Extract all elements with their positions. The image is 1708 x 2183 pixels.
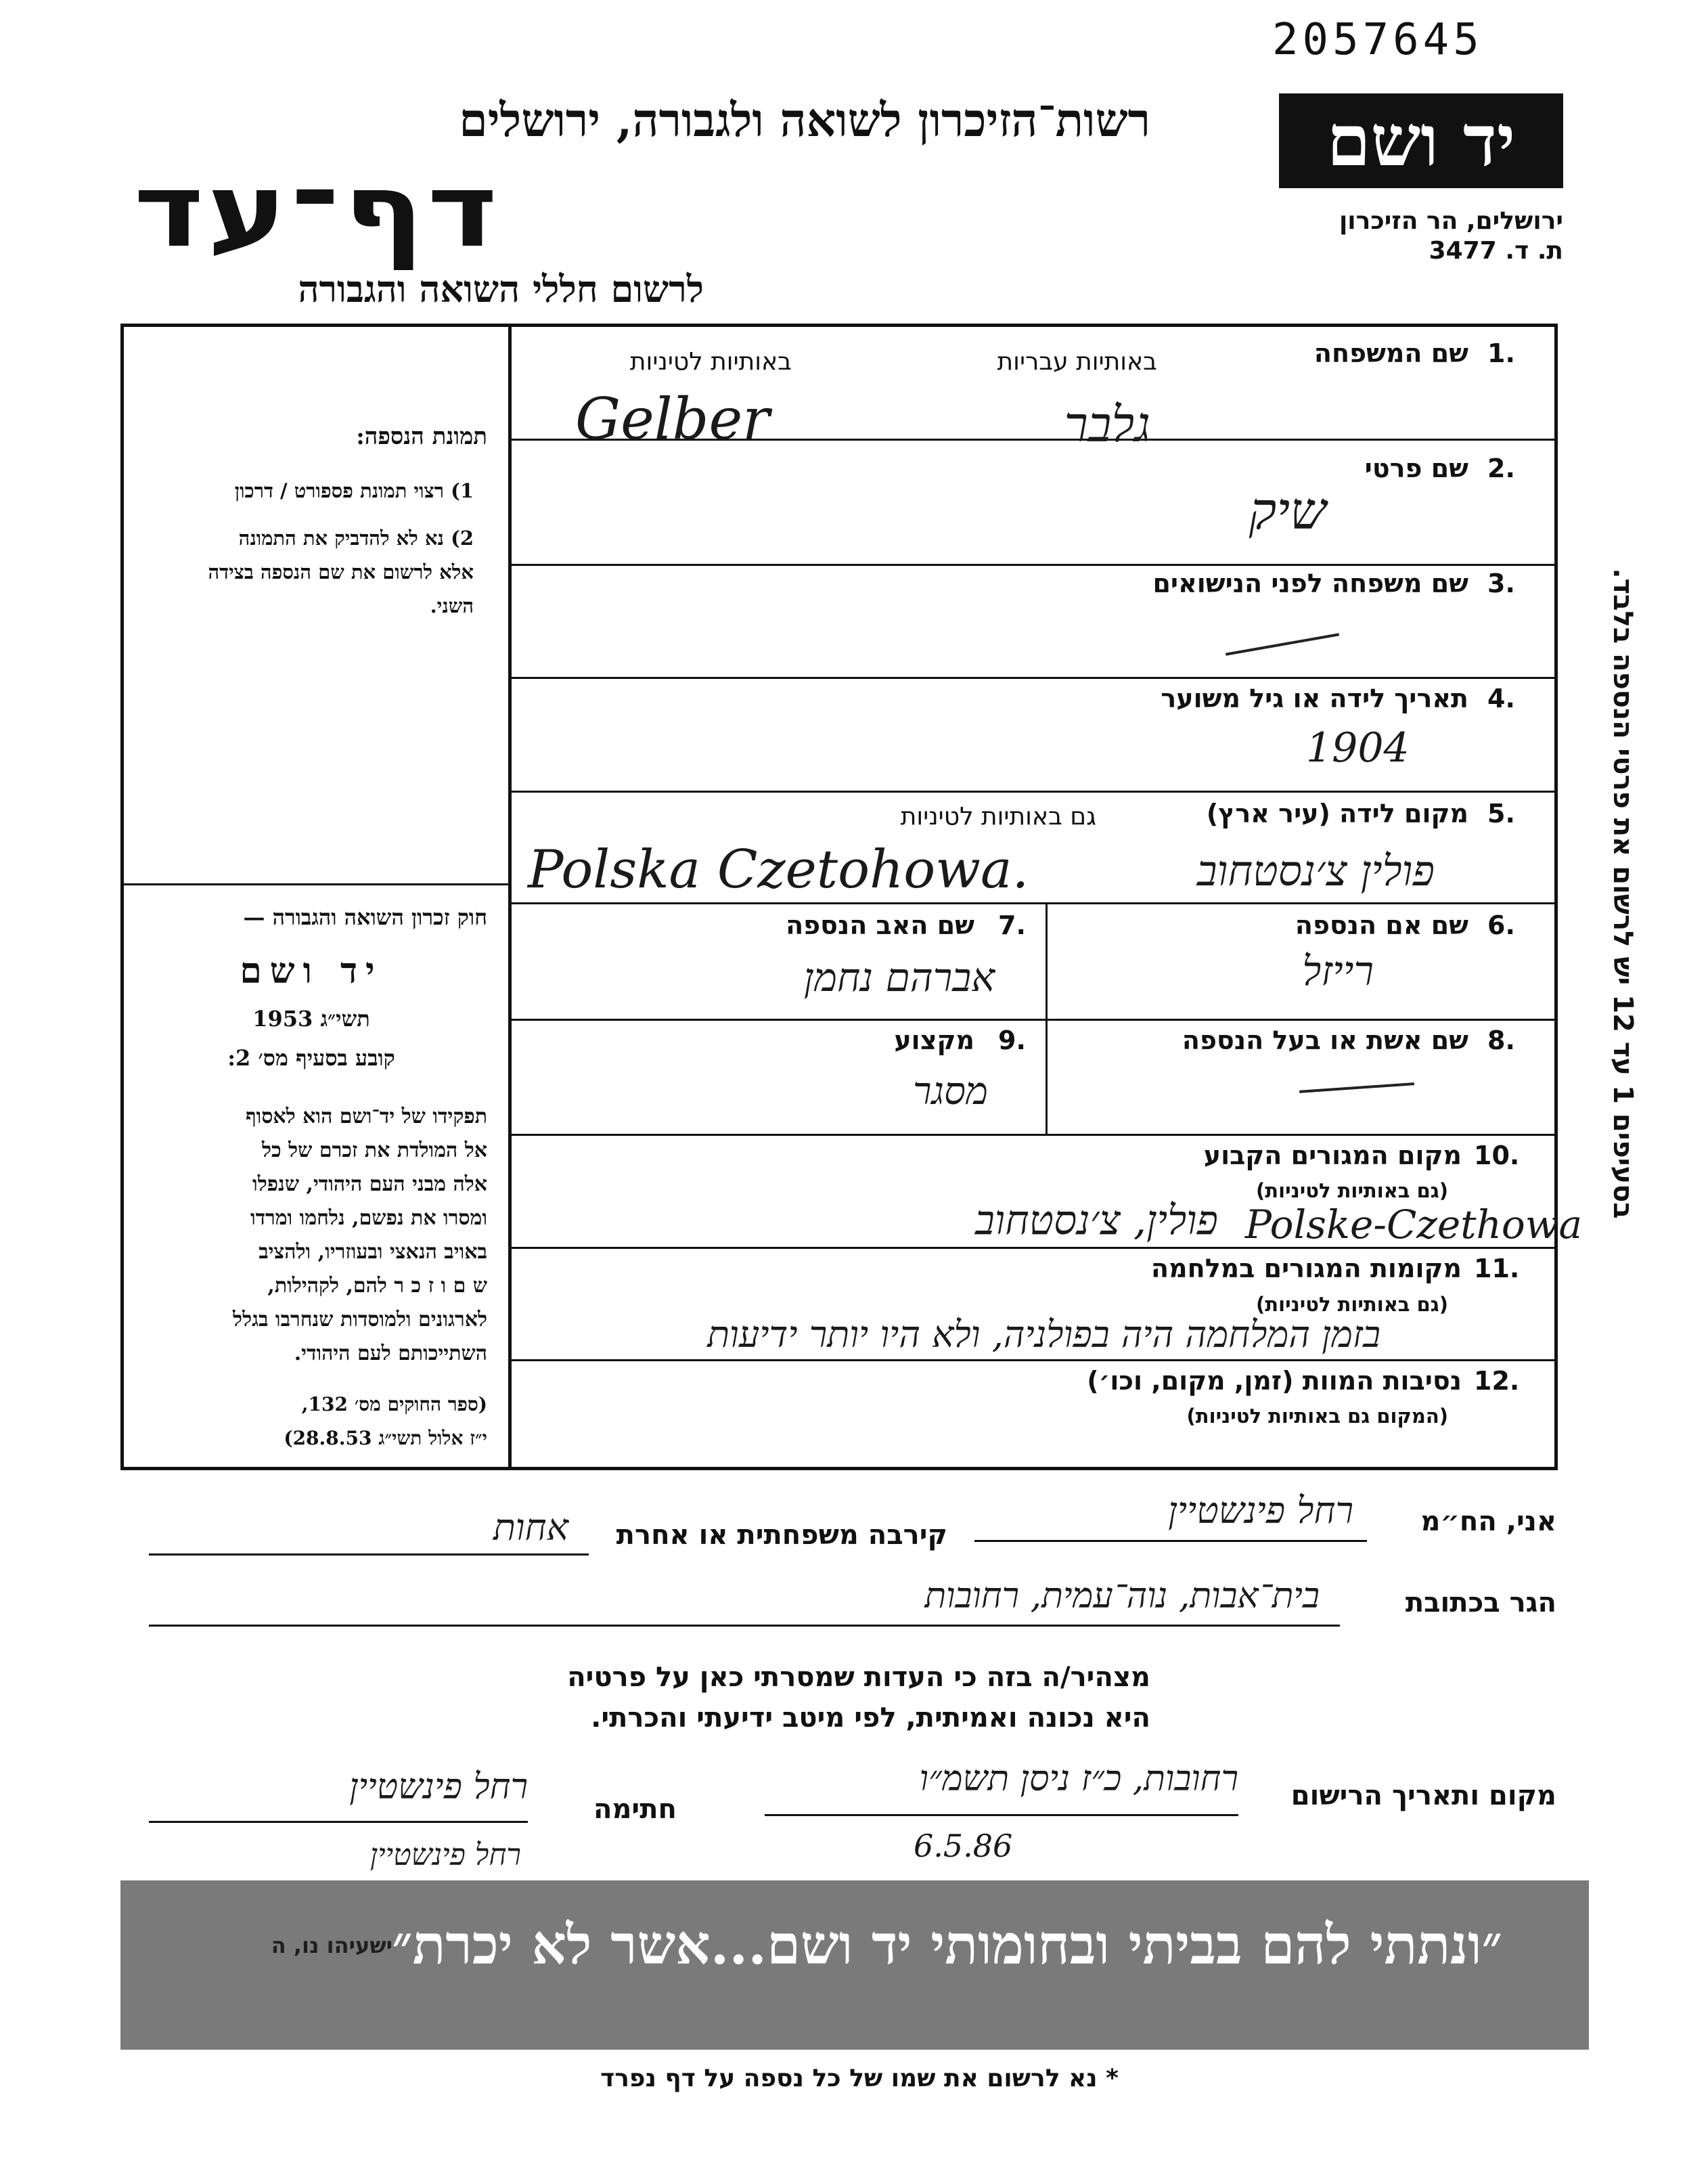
declarant-label: אני, הח״מ	[1420, 1506, 1556, 1537]
field-1-sub-hebrew: באותיות עבריות	[997, 348, 1157, 376]
law-text-line: אלה מבני העם היהודי, שנפלו	[252, 1172, 487, 1196]
page-subtitle: לרשום חללי השואה והגבורה	[298, 267, 704, 311]
address-label: הגר בכתובת	[1405, 1587, 1556, 1618]
photo-note-item-1: 1) רצוי תמונת פספורט / דרכון	[234, 479, 474, 502]
declarant-value: רחל פינשטיין	[1168, 1489, 1353, 1532]
place-date-value: רחובות, כ״ז ניסן תשמ״ו	[919, 1759, 1238, 1799]
law-year: תשי״ג 1953	[252, 1006, 370, 1032]
field-6-value: רייזל	[1302, 948, 1374, 995]
authority-title: רשות־הזיכרון לשואה ולגבורה, ירושלים	[459, 93, 1150, 148]
field-10-label: מקום המגורים הקבוע	[1203, 1141, 1462, 1170]
registration-date-numeric: 6.5.86	[914, 1828, 1013, 1864]
field-12-label: נסיבות המוות (זמן, מקום, וכו׳)	[1087, 1366, 1462, 1396]
field-7-label: שם האב הנספה	[786, 910, 974, 940]
photo-note-item-2-line-1: 2) נא לא להדביק את התמונה	[238, 527, 474, 550]
field-12-number: 12.	[1474, 1366, 1520, 1396]
field-8-label: שם אשת או בעל הנספה	[1182, 1026, 1468, 1055]
field-6-number: 6.	[1487, 910, 1515, 940]
field-7-number: 7.	[998, 910, 1026, 940]
photo-note-item-2-line-2: אלא לרשום את שם הנספה בצידה	[208, 560, 474, 583]
law-text-line: תפקידו של יד־ושם הוא לאסוף	[246, 1105, 487, 1128]
place-date-label: מקום ותאריך הרישום	[1290, 1780, 1556, 1811]
signature-value: רחל פינשטיין	[349, 1767, 528, 1807]
field-11-hint: (גם באותיות לטיניות)	[1256, 1293, 1448, 1316]
field-10-number: 10.	[1474, 1141, 1520, 1170]
law-section: קובע בסעיף מס׳ 2:	[227, 1045, 395, 1071]
place-date-line	[765, 1814, 1238, 1816]
field-6-label: שם אם הנספה	[1295, 910, 1468, 940]
field-5-sub-latin: גם באותיות לטיניות	[900, 803, 1096, 831]
field-5-value-hebrew: פולין צ׳נסטחוב	[1196, 846, 1435, 896]
field-3-label: שם משפחה לפני הנישואים	[1152, 569, 1468, 598]
row-divider	[512, 791, 1558, 793]
field-11-number: 11.	[1474, 1254, 1520, 1283]
field-10-hint: (גם באותיות לטיניות)	[1256, 1179, 1448, 1202]
banner-source: ישעיהו נו, ה	[271, 1933, 392, 1958]
law-title: חוק זכרון השואה והגבורה —	[243, 904, 487, 930]
signature-label: חתימה	[593, 1794, 677, 1825]
field-12-hint: (המקום גם באותיות לטיניות)	[1186, 1405, 1448, 1428]
field-3-number: 3.	[1487, 569, 1515, 598]
yad-vashem-logo: יד ושם	[1279, 93, 1563, 188]
law-source-1: (ספר החוקים מס׳ 132,	[301, 1393, 487, 1415]
logo-address	[1245, 206, 1563, 266]
field-1-value-latin: Gelber	[575, 386, 770, 452]
field-5-value-latin: Polska Czetohowa.	[528, 839, 1029, 900]
field-2-number: 2.	[1487, 454, 1515, 483]
law-source-2: י״ז אלול תשי״ג 28.8.53)	[284, 1427, 487, 1449]
field-10-value-hebrew: פולין, צ׳נסטחוב	[975, 1197, 1218, 1244]
banner-quote: ״ונתתי להם בביתי ובחומותי יד ושם...אשר לא יכרת״	[392, 1913, 1502, 1977]
address-line	[149, 1625, 1340, 1627]
field-7-value: אברהם נחמן	[803, 954, 995, 1000]
row-divider	[512, 902, 1558, 904]
address-value: בית־אבות, נוה־עמית, רחובות	[924, 1576, 1320, 1616]
address-line-1: ירושלים, הר הזיכרון	[1339, 207, 1563, 235]
row-divider	[512, 677, 1558, 679]
statement-line-1: מצהיר/ה בזה כי העדות שמסרתי כאן על פרטיה	[567, 1662, 1150, 1693]
field-1-label: שם המשפחה	[1313, 338, 1468, 368]
field-5-number: 5.	[1487, 799, 1515, 829]
law-text-line: ש ם ו ז כ ר להם, לקהילות,	[267, 1274, 487, 1298]
left-column-divider	[120, 883, 512, 885]
law-name: יד ושם	[240, 950, 383, 992]
field-4-number: 4.	[1487, 684, 1515, 713]
field-9-number: 9.	[998, 1026, 1026, 1055]
law-text-line: באויב הנאצי ובעוזריו, ולהציב	[259, 1240, 487, 1264]
address-line-2: ת. ד. 3477	[1429, 237, 1563, 265]
law-text-line: לארגונים ולמוסדות שנחרבו בגלל	[233, 1308, 487, 1331]
row-divider	[512, 1359, 1558, 1361]
field-9-value: מסגר	[912, 1070, 988, 1113]
field-11-value: בזמן המלחמה היה בפולניה, ולא היו יותר ידיעות	[707, 1313, 1380, 1356]
photo-note-heading: תמונת הנספה:	[356, 423, 487, 450]
footnote: * נא לרשום את שמו של כל נספה על דף נפרד	[600, 2065, 1119, 2092]
row-divider	[512, 1134, 1558, 1136]
relation-label: קירבה משפחתית או אחרת	[616, 1520, 947, 1551]
law-text-line: ומסרו את נפשם, נלחמו ומרדו	[250, 1206, 487, 1230]
document-number: 2057645	[1272, 15, 1483, 65]
row-divider	[512, 564, 1558, 566]
declarant-line	[974, 1540, 1367, 1542]
field-1-sub-latin: באותיות לטיניות	[629, 348, 792, 376]
field-1-number: 1.	[1487, 338, 1515, 368]
side-note-text: בסעיפים 1 עד 12 יש לרשום את פרטי הנספה בלבד.	[1607, 568, 1638, 1219]
relation-line	[149, 1553, 589, 1556]
split-divider	[1046, 902, 1048, 1134]
field-2-label: שם פרטי	[1364, 454, 1468, 483]
photo-note-item-2-line-3: השני.	[430, 594, 474, 617]
field-1-value-hebrew: גלבר	[1064, 396, 1150, 453]
field-4-label: תאריך לידה או גיל משוער	[1161, 684, 1468, 713]
field-4-value: 1904	[1306, 724, 1410, 772]
relation-value: אחות	[493, 1506, 568, 1549]
field-8-number: 8.	[1487, 1026, 1515, 1055]
statement-line-2: היא נכונה ואמיתית, לפי מיטב ידיעתי והכרתי.	[591, 1702, 1150, 1734]
law-text-line: אל המולדת את זכרם של כל	[261, 1139, 487, 1162]
field-11-label: מקומות המגורים במלחמה	[1150, 1254, 1462, 1283]
field-10-value-latin: Polske-Czethowa	[1245, 1201, 1583, 1248]
law-text-line: השתייכותם לעם היהודי.	[294, 1342, 487, 1365]
field-5-label: מקום לידה (עיר ארץ)	[1206, 799, 1468, 829]
signature-note: רחל פינשטיין	[369, 1838, 521, 1872]
row-divider	[512, 1019, 1558, 1021]
field-9-label: מקצוע	[894, 1026, 974, 1055]
page-title: דף־עד	[133, 152, 501, 270]
field-2-value: שיק	[1249, 481, 1326, 541]
signature-line	[149, 1821, 528, 1823]
